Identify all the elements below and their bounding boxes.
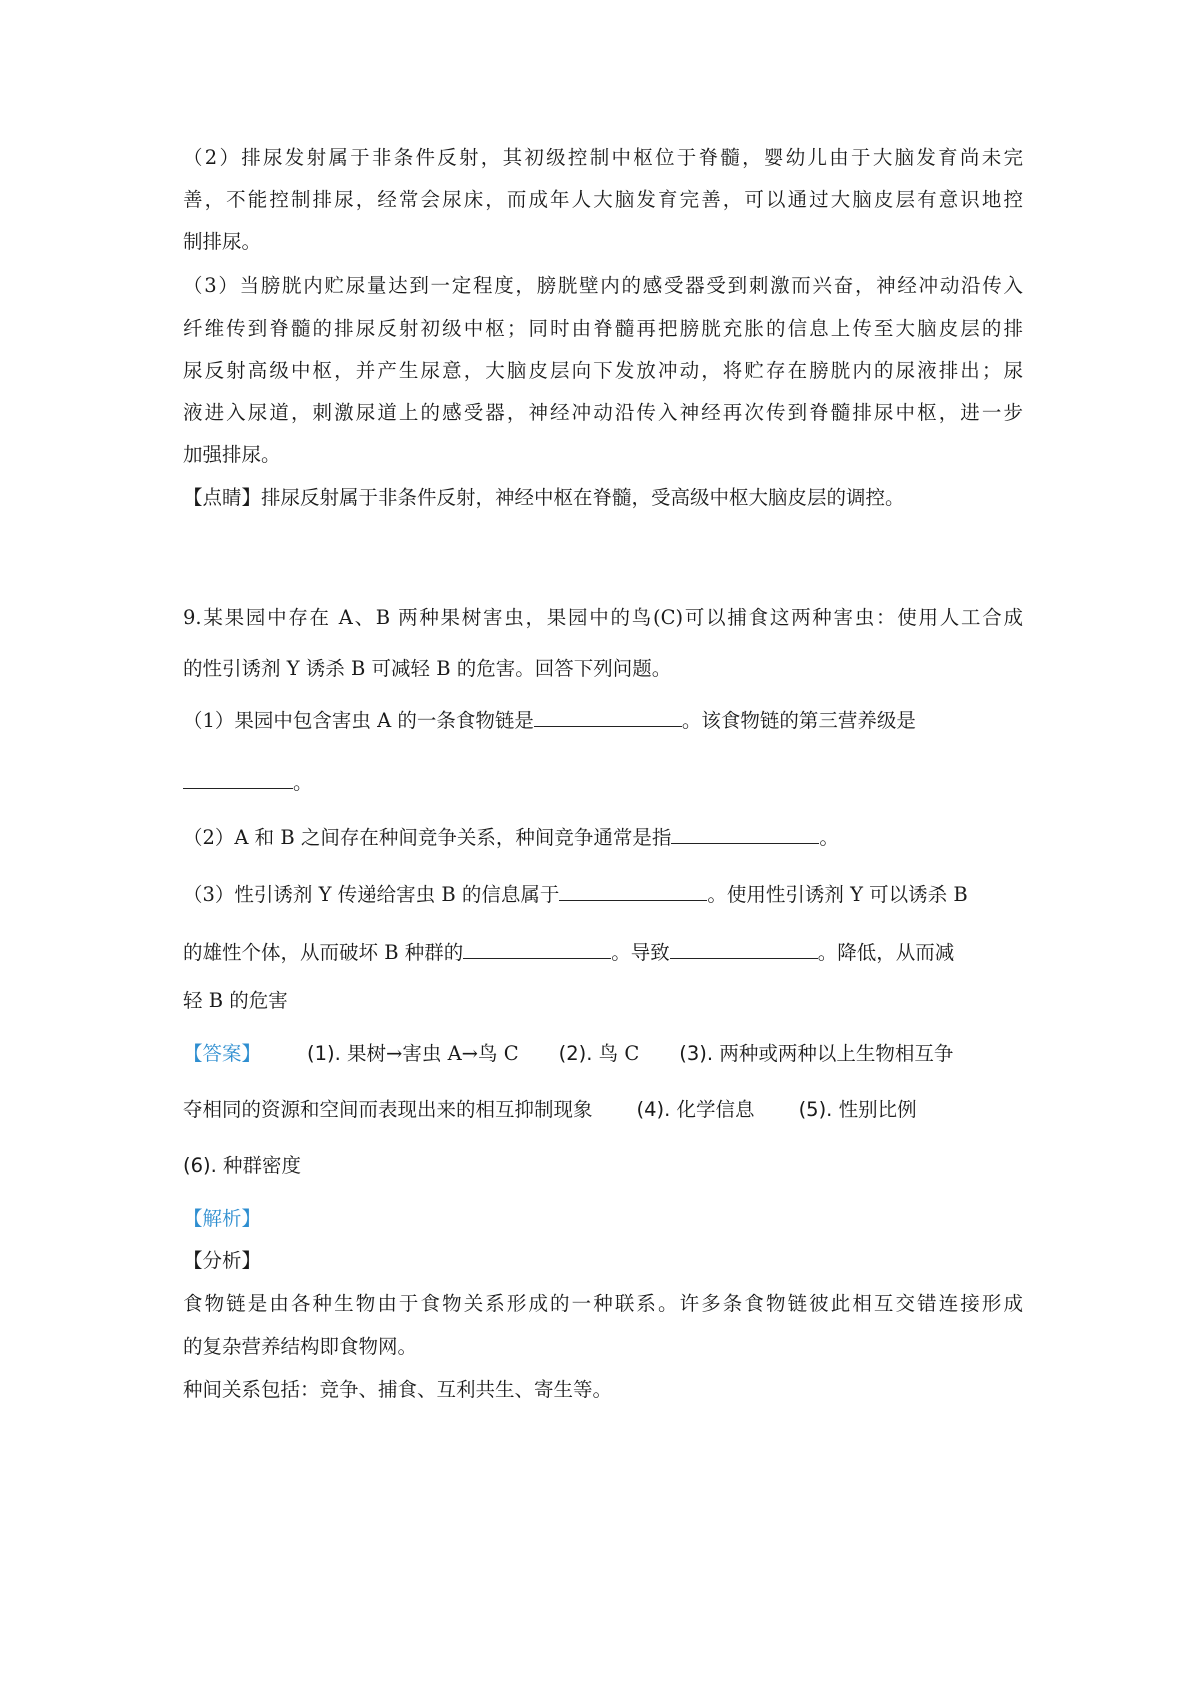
prev-answer-p3-line4: 液进入尿道，刺激尿道上的感受器，神经冲动沿传入神经再次传到脊髓排尿中枢，进一步 <box>183 401 1023 424</box>
answer-num-1: (1). <box>307 1042 341 1065</box>
answer-line3 <box>183 1152 301 1180</box>
answer-num-2: (2). <box>558 1042 593 1065</box>
answer-2: 鸟 C <box>598 1042 640 1065</box>
q1-text-a: （1）果园中包含害虫 A 的一条食物链是 <box>183 709 534 732</box>
answer-6: 种群密度 <box>223 1154 302 1177</box>
q2-text-b: 。 <box>819 826 839 849</box>
answer-3-part1: 两种或两种以上生物相互争 <box>719 1042 954 1065</box>
q3-text-b: 。使用性引诱剂 Y 可以诱杀 B <box>707 883 968 906</box>
question-part1-cont <box>183 768 313 797</box>
analysis-line1: 食物链是由各种生物由于食物关系形成的一种联系。许多条食物链彼此相互交错连接形成 <box>183 1292 1023 1315</box>
answer-5: 性别比例 <box>838 1098 917 1121</box>
prev-answer-p2-line3: 制排尿。 <box>183 230 262 253</box>
answer-blank-5[interactable] <box>463 938 611 959</box>
question-part1 <box>183 706 916 735</box>
q3-text-d: 。导致 <box>611 941 670 964</box>
answer-blank-2[interactable] <box>183 768 293 789</box>
question-part3-line3: 轻 B 的危害 <box>183 989 288 1012</box>
q3-text-c: 的雄性个体，从而破坏 B 种群的 <box>183 941 464 964</box>
question-part3 <box>183 880 968 909</box>
q3-text-e: 。降低，从而减 <box>817 941 955 964</box>
question-part3-line2 <box>183 938 954 967</box>
q1-text-b: 。该食物链的第三营养级是 <box>681 709 916 732</box>
question-stem-line2: 的性引诱剂 Y 诱杀 B 可减轻 B 的危害。回答下列问题。 <box>183 657 672 680</box>
answer-line1 <box>183 1040 953 1068</box>
prev-answer-p2-line1: （2）排尿发射属于非条件反射，其初级控制中枢位于脊髓，婴幼儿由于大脑发育尚未完 <box>183 146 1023 169</box>
prev-answer-p3-line2: 纤维传到脊髓的排尿反射初级中枢；同时由脊髓再把膀胱充胀的信息上传至大脑皮层的排 <box>183 317 1023 340</box>
question-stem-line1: 9.某果园中存在 A、B 两种果树害虫，果园中的鸟(C)可以捕食这两种害虫：使用人工合成 <box>183 606 1023 629</box>
answer-1: 果树→害虫 A→鸟 C <box>347 1042 519 1065</box>
answer-label: 【答案】 <box>183 1042 262 1065</box>
answer-line2 <box>183 1096 917 1124</box>
q2-text-a: （2）A 和 B 之间存在种间竞争关系，种间竞争通常是指 <box>183 826 672 849</box>
analysis-sub-label: 【分析】 <box>183 1249 262 1272</box>
answer-num-6: (6). <box>183 1154 217 1177</box>
answer-4: 化学信息 <box>676 1098 755 1121</box>
answer-blank-1[interactable] <box>534 706 682 727</box>
analysis-label: 【解析】 <box>183 1207 262 1230</box>
analysis-line3: 种间关系包括：竞争、捕食、互利共生、寄生等。 <box>183 1378 613 1401</box>
answer-3-part2: 夺相同的资源和空间而表现出来的相互抑制现象 <box>183 1098 593 1121</box>
q3-text-a: （3）性引诱剂 Y 传递给害虫 B 的信息属于 <box>183 883 560 906</box>
question-part2 <box>183 823 839 852</box>
prev-answer-p3-line1: （3）当膀胱内贮尿量达到一定程度，膀胱壁内的感受器受到刺激而兴奋，神经冲动沿传入 <box>183 274 1023 297</box>
answer-blank-4[interactable] <box>559 880 707 901</box>
answer-num-3: (3). <box>679 1042 714 1065</box>
prev-answer-p3-line3: 尿反射高级中枢，并产生尿意，大脑皮层向下发放冲动，将贮存在膀胱内的尿液排出；尿 <box>183 359 1023 382</box>
answer-blank-6[interactable] <box>670 938 818 959</box>
prev-answer-p3-line5: 加强排尿。 <box>183 443 281 466</box>
q1-text-c: 。 <box>293 771 313 794</box>
answer-num-5: (5). <box>798 1098 833 1121</box>
answer-num-4: (4). <box>636 1098 671 1121</box>
answer-blank-3[interactable] <box>671 823 819 844</box>
prev-answer-p2-line2: 善，不能控制排尿，经常会尿床，而成年人大脑发育完善，可以通过大脑皮层有意识地控 <box>183 188 1023 211</box>
tip-paragraph: 【点睛】排尿反射属于非条件反射，神经中枢在脊髓，受高级中枢大脑皮层的调控。 <box>183 486 905 509</box>
analysis-line2: 的复杂营养结构即食物网。 <box>183 1335 418 1358</box>
